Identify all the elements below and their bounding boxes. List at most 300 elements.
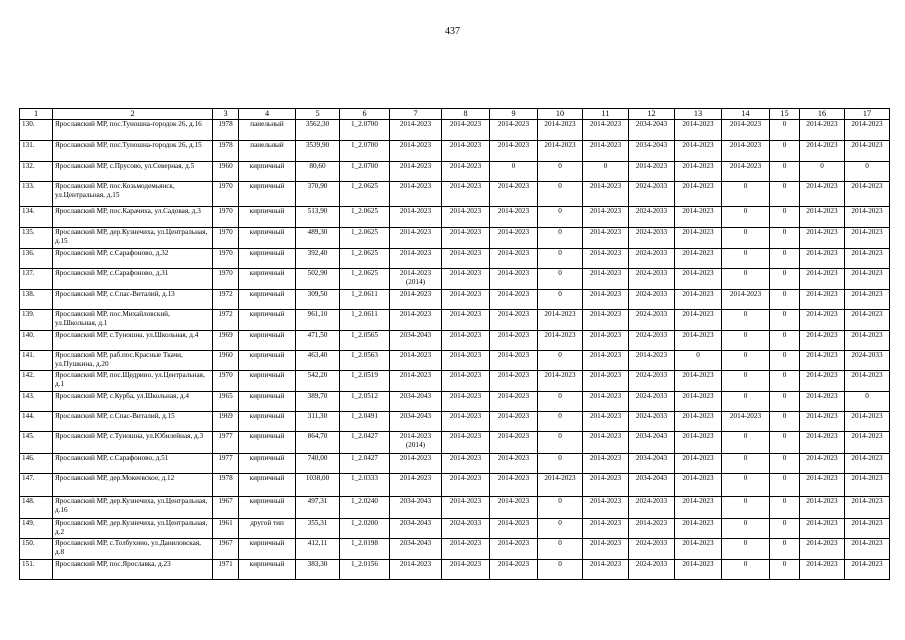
table-cell: 0 <box>770 474 800 497</box>
table-cell: 0 <box>538 182 583 207</box>
table-row <box>20 560 890 580</box>
table-cell: кирпичный <box>239 351 296 371</box>
table-cell: 2014-2023 <box>583 269 629 290</box>
table-cell: кирпичный <box>239 454 296 474</box>
address-cell: Ярославский МР, пос.Козьмодемьянск, ул.Центральная, д.15 <box>53 182 213 207</box>
table-row <box>20 207 890 228</box>
address-cell: Ярославский МР, дер.Кузнечиха, ул.Центральная, д.16 <box>53 497 213 519</box>
table-cell: 2034-2043 <box>390 539 442 560</box>
table-cell: 2034-2043 <box>390 331 442 351</box>
table-cell: кирпичный <box>239 474 296 497</box>
table-cell: 2014-2023 <box>390 182 442 207</box>
table-cell: 2024-2033 <box>629 269 675 290</box>
table-cell: 0 <box>538 228 583 249</box>
table-cell: 0 <box>538 207 583 228</box>
column-header: 14 <box>722 109 770 120</box>
row-number-cell: 145. <box>20 432 53 454</box>
table-cell: панельный <box>239 120 296 141</box>
table-cell: 0 <box>770 392 800 412</box>
table-cell: 1_2.0563 <box>340 351 390 371</box>
table-cell: 1_2.0565 <box>340 331 390 351</box>
table-cell: 2014-2023 <box>490 474 538 497</box>
table-cell: 1_2.0700 <box>340 120 390 141</box>
address-cell: Ярославский МР, дер.Кузнечиха, ул.Центральная, д.15 <box>53 228 213 249</box>
row-number-cell: 132. <box>20 162 53 182</box>
table-cell: 1_2.0512 <box>340 392 390 412</box>
table-cell: 0 <box>770 519 800 539</box>
table-cell: 2014-2023 <box>583 519 629 539</box>
table-row <box>20 392 890 412</box>
table-cell: 2014-2023 <box>583 310 629 331</box>
table-cell: 2014-2023 <box>490 207 538 228</box>
address-cell: Ярославский МР, пос.Ярославка, д.23 <box>53 560 213 580</box>
table-cell: 2014-2023 <box>845 310 890 331</box>
row-number-cell: 131. <box>20 141 53 162</box>
table-cell: 2014-2023 <box>675 497 722 519</box>
column-header: 11 <box>583 109 629 120</box>
table-cell: 0 <box>770 560 800 580</box>
table-cell: 2014-2023 <box>490 290 538 310</box>
table-cell: 2014-2023 <box>800 182 845 207</box>
table-cell: 1978 <box>213 141 239 162</box>
table-cell: 2024-2033 <box>629 392 675 412</box>
address-cell: Ярославский МР, с.Сарафоново, д.51 <box>53 454 213 474</box>
table-cell: 2014-2023 <box>583 182 629 207</box>
row-number-cell: 138. <box>20 290 53 310</box>
row-number-cell: 150. <box>20 539 53 560</box>
table-cell: 2014-2023 <box>722 141 770 162</box>
row-number-cell: 146. <box>20 454 53 474</box>
row-number-cell: 151. <box>20 560 53 580</box>
table-cell: 1978 <box>213 474 239 497</box>
table-row <box>20 290 890 310</box>
table-row <box>20 474 890 497</box>
table-cell: 2014-2023 <box>675 310 722 331</box>
table-cell: 3539,90 <box>296 141 340 162</box>
table-cell: 1_2.0519 <box>340 371 390 392</box>
table-cell: 2014-2023 <box>442 474 490 497</box>
column-header: 4 <box>239 109 296 120</box>
table-cell: 2014-2023 <box>675 120 722 141</box>
table-cell: 1_2.0700 <box>340 162 390 182</box>
table-cell: 2014-2023 <box>629 519 675 539</box>
table-cell: 0 <box>722 269 770 290</box>
address-cell: Ярославский МР, пос.Карачиха, ул.Садовая, д.3 <box>53 207 213 228</box>
table-cell: 2014-2023 <box>800 310 845 331</box>
table-cell: 0 <box>722 392 770 412</box>
table-cell: 0 <box>770 228 800 249</box>
table-cell: 2014-2023 <box>675 269 722 290</box>
table-cell: 2014-2023 <box>800 432 845 454</box>
table-cell: 471,50 <box>296 331 340 351</box>
table-cell: 0 <box>770 454 800 474</box>
table-cell: 2014-2023 <box>442 269 490 290</box>
table-row <box>20 120 890 141</box>
table-cell: 0 <box>538 412 583 432</box>
table-cell: 2014-2023 <box>845 560 890 580</box>
table-cell: 2014-2023 <box>490 182 538 207</box>
table-cell: 2014-2023 <box>490 141 538 162</box>
table-cell: 2034-2043 <box>629 432 675 454</box>
table-cell: 0 <box>538 290 583 310</box>
column-header: 10 <box>538 109 583 120</box>
table-cell: 2014-2023 <box>845 371 890 392</box>
table-cell: 2014-2023 <box>675 290 722 310</box>
row-number-cell: 144. <box>20 412 53 432</box>
column-header: 15 <box>770 109 800 120</box>
table-cell: 1_2.0156 <box>340 560 390 580</box>
table-cell: 1970 <box>213 269 239 290</box>
table-cell: 2014-2023 <box>442 207 490 228</box>
table-cell: 2014-2023 <box>442 539 490 560</box>
table-cell: 2014-2023 <box>583 497 629 519</box>
table-cell: 2024-2033 <box>629 290 675 310</box>
table-cell: 961,10 <box>296 310 340 331</box>
table-cell: 0 <box>770 141 800 162</box>
table-cell: 2014-2023 <box>845 497 890 519</box>
table-cell: 2014-2023 <box>538 331 583 351</box>
address-cell: Ярославский МР, раб.пос.Красные Ткачи, ул.Пушкина, д.20 <box>53 351 213 371</box>
table-cell: 1978 <box>213 120 239 141</box>
table-cell: 1961 <box>213 519 239 539</box>
table-cell: 2014-2023 <box>442 120 490 141</box>
table-cell: 463,40 <box>296 351 340 371</box>
table-cell: 2014-2023 <box>800 519 845 539</box>
table-cell: 1970 <box>213 249 239 269</box>
table-cell: 2014-2023 <box>800 392 845 412</box>
column-header: 17 <box>845 109 890 120</box>
table-cell: 0 <box>538 519 583 539</box>
table-cell: 1_2.0240 <box>340 497 390 519</box>
table-cell: 0 <box>722 331 770 351</box>
table-cell: 2014-2023 <box>442 141 490 162</box>
table-cell: 2014-2023 <box>490 392 538 412</box>
row-number-cell: 136. <box>20 249 53 269</box>
table-cell: 2014-2023 <box>583 371 629 392</box>
table-cell: 2014-2023 (2014) <box>390 432 442 454</box>
table-cell: 2014-2023 <box>442 560 490 580</box>
table-cell: 2014-2023 <box>390 351 442 371</box>
table-cell: 1960 <box>213 351 239 371</box>
table-cell: 2014-2023 <box>722 290 770 310</box>
table-cell: 2014-2023 <box>490 249 538 269</box>
table-cell: 1_2.0611 <box>340 310 390 331</box>
table-cell: 1_2.0427 <box>340 454 390 474</box>
table-cell: 2014-2023 <box>538 371 583 392</box>
table-cell: 2014-2023 <box>800 497 845 519</box>
table-row <box>20 228 890 249</box>
table-cell: 1_2.0625 <box>340 269 390 290</box>
table-cell: 2014-2023 <box>442 249 490 269</box>
table-cell: 2014-2023 <box>583 474 629 497</box>
address-cell: Ярославский МР, с.Спас-Виталий, д.15 <box>53 412 213 432</box>
table-cell: 497,31 <box>296 497 340 519</box>
column-header: 7 <box>390 109 442 120</box>
table-cell: 0 <box>770 331 800 351</box>
address-cell: Ярославский МР, пос.Михайловский, ул.Школьная, д.1 <box>53 310 213 331</box>
table-cell: 2014-2023 <box>583 539 629 560</box>
table-cell: кирпичный <box>239 310 296 331</box>
table-cell: 2014-2023 <box>675 519 722 539</box>
table-cell: 2014-2023 <box>583 290 629 310</box>
table-cell: 2014-2023 <box>583 560 629 580</box>
table-cell: 2014-2023 <box>800 351 845 371</box>
table-cell: 2014-2023 <box>490 497 538 519</box>
table-cell: 2014-2023 <box>800 560 845 580</box>
table-cell: 2014-2023 <box>490 519 538 539</box>
table-row <box>20 249 890 269</box>
table-cell: 355,31 <box>296 519 340 539</box>
table-cell: 2014-2023 <box>390 474 442 497</box>
table-cell: 2014-2023 <box>442 371 490 392</box>
table-cell: 2014-2023 <box>490 539 538 560</box>
table-cell: 2034-2043 <box>629 141 675 162</box>
table-cell: кирпичный <box>239 182 296 207</box>
row-number-cell: 134. <box>20 207 53 228</box>
table-cell: 80,60 <box>296 162 340 182</box>
table-cell: 1977 <box>213 454 239 474</box>
table-cell: другой тип <box>239 519 296 539</box>
page-number: 437 <box>445 26 460 37</box>
table-cell: 2014-2023 <box>442 182 490 207</box>
table-cell: 0 <box>770 162 800 182</box>
table-cell: 2014-2023 <box>675 539 722 560</box>
table-cell: 2014-2023 <box>583 351 629 371</box>
table-cell: 2014-2023 <box>583 141 629 162</box>
table-cell: 1977 <box>213 432 239 454</box>
table-cell: 2024-2033 <box>629 371 675 392</box>
table-cell: 2014-2023 <box>800 474 845 497</box>
table-cell: 2014-2023 <box>845 269 890 290</box>
table-cell: 0 <box>722 497 770 519</box>
table-cell: 1970 <box>213 228 239 249</box>
table-cell: 2014-2023 <box>442 412 490 432</box>
column-header: 2 <box>53 109 213 120</box>
table-cell: кирпичный <box>239 207 296 228</box>
table-cell: 2014-2023 <box>442 351 490 371</box>
table-row <box>20 454 890 474</box>
table-cell: 2024-2033 <box>629 497 675 519</box>
table-cell: 2014-2023 <box>538 310 583 331</box>
table-cell: 2014-2023 <box>845 519 890 539</box>
address-cell: Ярославский МР, с.Туношна, ул.Юбилейная, д.3 <box>53 432 213 454</box>
table-cell: 1970 <box>213 182 239 207</box>
table-cell: 2014-2023 <box>675 412 722 432</box>
table-cell: 2014-2023 <box>675 454 722 474</box>
table-cell: 2014-2023 <box>845 249 890 269</box>
table-cell: 1_2.0625 <box>340 249 390 269</box>
table-cell: 0 <box>538 392 583 412</box>
table-cell: 2014-2023 <box>675 371 722 392</box>
table-cell: 0 <box>722 310 770 331</box>
table-cell: 370,90 <box>296 182 340 207</box>
column-header: 1 <box>20 109 53 120</box>
table-cell: 0 <box>770 182 800 207</box>
table-cell: 2014-2023 <box>442 454 490 474</box>
row-number-cell: 143. <box>20 392 53 412</box>
address-cell: Ярославский МР, дер.Мокеевское, д.12 <box>53 474 213 497</box>
table-cell: 2024-2033 <box>845 351 890 371</box>
table-cell: 2014-2023 (2014) <box>390 269 442 290</box>
table-cell: кирпичный <box>239 269 296 290</box>
table-cell: 2014-2023 <box>845 474 890 497</box>
table-cell: кирпичный <box>239 392 296 412</box>
table-row <box>20 519 890 539</box>
table-cell: 0 <box>770 207 800 228</box>
column-header: 16 <box>800 109 845 120</box>
table-cell: кирпичный <box>239 249 296 269</box>
table-cell: 2014-2023 <box>390 560 442 580</box>
table-cell: 542,20 <box>296 371 340 392</box>
row-number-cell: 149. <box>20 519 53 539</box>
table-cell: 2014-2023 <box>845 290 890 310</box>
table-cell: 2014-2023 <box>583 432 629 454</box>
table-cell: 0 <box>538 162 583 182</box>
table-cell: 2014-2023 <box>490 310 538 331</box>
table-row <box>20 371 890 392</box>
table-cell: 2014-2023 <box>390 162 442 182</box>
table-cell: 2014-2023 <box>722 120 770 141</box>
table-cell: 0 <box>722 207 770 228</box>
table-cell: 2024-2033 <box>629 539 675 560</box>
table-cell: 2014-2023 <box>845 182 890 207</box>
table-cell: 0 <box>583 162 629 182</box>
row-number-cell: 139. <box>20 310 53 331</box>
table-cell: 1_2.0700 <box>340 141 390 162</box>
table-cell: 1972 <box>213 290 239 310</box>
table-cell: 2014-2023 <box>675 474 722 497</box>
table-cell: 1_2.0200 <box>340 519 390 539</box>
table-cell: 864,70 <box>296 432 340 454</box>
table-cell: 2014-2023 <box>675 162 722 182</box>
table-cell: 0 <box>770 310 800 331</box>
table-cell: 2014-2023 <box>490 412 538 432</box>
table-cell: кирпичный <box>239 412 296 432</box>
table-cell: кирпичный <box>239 228 296 249</box>
column-header: 5 <box>296 109 340 120</box>
table-cell: 0 <box>722 560 770 580</box>
table-cell: 2024-2033 <box>629 228 675 249</box>
table-cell: 0 <box>845 162 890 182</box>
table-cell: 0 <box>770 497 800 519</box>
table-cell: 309,50 <box>296 290 340 310</box>
table-cell: 2014-2023 <box>800 412 845 432</box>
table-cell: 2024-2033 <box>629 249 675 269</box>
table-row <box>20 539 890 560</box>
table-cell: 2014-2023 <box>490 120 538 141</box>
table-cell: 2014-2023 <box>490 432 538 454</box>
table-cell: 2014-2023 <box>800 228 845 249</box>
table-cell: 1_2.0611 <box>340 290 390 310</box>
table-cell: 2014-2023 <box>675 249 722 269</box>
table-cell: 2014-2023 <box>442 392 490 412</box>
table-cell: 2014-2023 <box>800 249 845 269</box>
table-cell: 0 <box>800 162 845 182</box>
table-row <box>20 497 890 519</box>
table-cell: 2014-2023 <box>442 228 490 249</box>
table-cell: 2014-2023 <box>800 269 845 290</box>
table-cell: 2014-2023 <box>583 454 629 474</box>
address-cell: Ярославский МР, с.Сарафоново, д.31 <box>53 269 213 290</box>
table-cell: 2014-2023 <box>845 120 890 141</box>
column-header: 3 <box>213 109 239 120</box>
table-cell: 489,30 <box>296 228 340 249</box>
table-cell: 2014-2023 <box>629 351 675 371</box>
table-cell: 389,70 <box>296 392 340 412</box>
table-cell: 2034-2043 <box>629 454 675 474</box>
table-cell: кирпичный <box>239 432 296 454</box>
table-cell: 2014-2023 <box>538 120 583 141</box>
address-cell: Ярославский МР, с.Прусово, ул.Северная, д.5 <box>53 162 213 182</box>
table-cell: 513,90 <box>296 207 340 228</box>
table-cell: 0 <box>538 454 583 474</box>
address-cell: Ярославский МР, с.Толбухино, ул.Даниловская, д.8 <box>53 539 213 560</box>
table-cell: 2024-2033 <box>442 519 490 539</box>
table-cell: 0 <box>770 539 800 560</box>
table-row <box>20 412 890 432</box>
table-cell: кирпичный <box>239 560 296 580</box>
table-row <box>20 351 890 371</box>
column-header: 8 <box>442 109 490 120</box>
table-cell: 0 <box>722 474 770 497</box>
table-cell: 2014-2023 <box>722 412 770 432</box>
table-cell: 2014-2023 <box>583 412 629 432</box>
column-header: 9 <box>490 109 538 120</box>
table-cell: 2014-2023 <box>675 228 722 249</box>
table-cell: кирпичный <box>239 290 296 310</box>
table-cell: 2024-2033 <box>629 182 675 207</box>
table-cell: 2014-2023 <box>390 207 442 228</box>
table-cell: 1038,00 <box>296 474 340 497</box>
table-cell: 1_2.0625 <box>340 182 390 207</box>
table-cell: 2014-2023 <box>845 141 890 162</box>
table-cell: 2014-2023 <box>538 141 583 162</box>
table-cell: 0 <box>722 182 770 207</box>
table-cell: кирпичный <box>239 162 296 182</box>
table-cell: 1967 <box>213 497 239 519</box>
housing-register-table <box>19 108 890 580</box>
table-cell: 1970 <box>213 207 239 228</box>
table-cell: 2014-2023 <box>390 141 442 162</box>
address-cell: Ярославский МР, пос.Туношна-городок 26, д.15 <box>53 141 213 162</box>
row-number-cell: 137. <box>20 269 53 290</box>
table-cell: 2014-2023 <box>845 432 890 454</box>
row-number-cell: 140. <box>20 331 53 351</box>
table-cell: 0 <box>770 432 800 454</box>
table-cell: 2014-2023 <box>442 432 490 454</box>
table-cell: 0 <box>490 162 538 182</box>
table-cell: 0 <box>770 290 800 310</box>
address-cell: Ярославский МР, дер.Кузнечиха, ул.Центральная, д.2 <box>53 519 213 539</box>
address-cell: Ярославский МР, с.Спас-Виталий, д.13 <box>53 290 213 310</box>
table-cell: 2014-2023 <box>675 392 722 412</box>
table-cell: панельный <box>239 141 296 162</box>
table-cell: 2014-2023 <box>490 269 538 290</box>
table-cell: 2014-2023 <box>800 141 845 162</box>
table-cell: 1971 <box>213 560 239 580</box>
table-cell: 0 <box>538 539 583 560</box>
table-cell: 2024-2033 <box>629 310 675 331</box>
table-cell: 2014-2023 <box>845 412 890 432</box>
table-cell: 2014-2023 <box>583 249 629 269</box>
table-cell: 2014-2023 <box>629 162 675 182</box>
table-cell: 2034-2043 <box>390 519 442 539</box>
table-row <box>20 432 890 454</box>
table-cell: 2014-2023 <box>390 120 442 141</box>
table-cell: 2014-2023 <box>800 207 845 228</box>
table-cell: 2014-2023 <box>490 454 538 474</box>
table-cell: 1972 <box>213 310 239 331</box>
